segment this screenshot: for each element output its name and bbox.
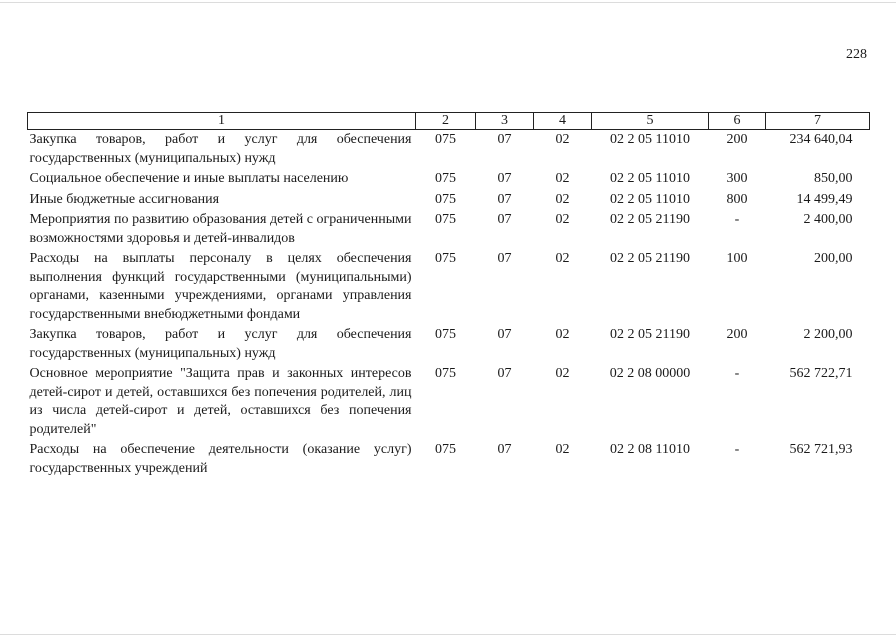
scan-edge-bottom <box>0 634 896 635</box>
row-code-5: 02 2 05 11010 <box>610 191 690 207</box>
row-code-3: 07 <box>497 366 512 381</box>
row-name: Социальное обеспечение и иные выплаты населению <box>29 171 349 186</box>
row-code-6: 100 <box>726 251 748 266</box>
row-name: Расходы на выплаты персоналу в целях обеспечения выполнения функций государственными (муниципальными) органами, казенными учреждениями, органами управления государственными внебюджетными фондами <box>29 251 412 322</box>
row-code-4: 02 <box>555 212 570 227</box>
table-row <box>28 169 870 190</box>
row-amount: 2 200,00 <box>803 327 853 342</box>
row-name: Мероприятия по развитию образования детей с ограниченными возможностями здоровья и детей-инвалидов <box>29 212 412 246</box>
row-code-2: 075 <box>435 212 456 227</box>
row-amount: 14 499,49 <box>796 191 853 207</box>
table-row <box>28 210 870 249</box>
row-code-6: 300 <box>726 171 748 186</box>
row-name: Иные бюджетные ассигнования <box>29 191 220 207</box>
header-col-3: 3 <box>476 113 534 130</box>
header-col-7: 7 <box>766 113 870 130</box>
row-code-6: - <box>734 442 740 457</box>
row-name: Основное мероприятие "Защита прав и законных интересов детей-сирот и детей, оставшихся без попечения родителей, лиц из числа детей-сирот и детей, оставшихся без попечения родителей" <box>29 366 412 437</box>
row-code-3: 07 <box>497 191 512 207</box>
row-code-4: 02 <box>555 251 570 266</box>
table-row <box>28 130 870 170</box>
row-amount: 200,00 <box>814 251 853 266</box>
row-code-6: 200 <box>726 132 748 147</box>
row-code-4: 02 <box>555 191 570 207</box>
scan-edge-top <box>0 2 896 3</box>
row-amount: 562 721,93 <box>789 442 853 457</box>
row-code-6: 800 <box>726 191 748 207</box>
row-name: Закупка товаров, работ и услуг для обеспечения государственных (муниципальных) нужд <box>29 132 412 166</box>
row-amount: 234 640,04 <box>789 132 853 147</box>
header-col-5: 5 <box>592 113 709 130</box>
header-row <box>28 113 870 130</box>
header-col-6: 6 <box>709 113 766 130</box>
row-code-4: 02 <box>555 442 570 457</box>
row-code-3: 07 <box>497 212 512 227</box>
table-row <box>28 364 870 440</box>
row-code-5: 02 2 05 11010 <box>610 171 690 186</box>
row-code-6: 200 <box>726 327 748 342</box>
budget-table <box>27 112 870 479</box>
row-code-2: 075 <box>435 327 456 342</box>
row-code-2: 075 <box>435 132 456 147</box>
row-code-4: 02 <box>555 132 570 147</box>
header-col-4: 4 <box>534 113 592 130</box>
row-amount: 562 722,71 <box>789 366 853 381</box>
row-code-2: 075 <box>435 366 456 381</box>
table-row <box>28 325 870 364</box>
row-amount: 850,00 <box>814 171 853 186</box>
table-row <box>28 249 870 325</box>
row-code-4: 02 <box>555 327 570 342</box>
row-code-2: 075 <box>435 171 456 186</box>
row-name: Расходы на обеспечение деятельности (оказание услуг) государственных учреждений <box>29 442 412 476</box>
row-code-4: 02 <box>555 171 570 186</box>
row-code-3: 07 <box>497 171 512 186</box>
row-amount: 2 400,00 <box>803 212 853 227</box>
page-number: 228 <box>846 47 867 62</box>
row-code-3: 07 <box>497 442 512 457</box>
row-code-3: 07 <box>497 251 512 266</box>
table-row <box>28 190 870 211</box>
row-code-2: 075 <box>435 442 456 457</box>
row-code-6: - <box>734 212 740 227</box>
row-code-5: 02 2 05 11010 <box>610 132 690 147</box>
table-row <box>28 440 870 479</box>
row-code-4: 02 <box>555 366 570 381</box>
row-code-6: - <box>734 366 740 381</box>
row-code-5: 02 2 08 00000 <box>609 366 691 381</box>
row-name: Закупка товаров, работ и услуг для обеспечения государственных (муниципальных) нужд <box>29 327 412 361</box>
row-code-5: 02 2 05 21190 <box>610 212 690 227</box>
header-col-2: 2 <box>416 113 476 130</box>
row-code-2: 075 <box>435 191 456 207</box>
row-code-3: 07 <box>497 327 512 342</box>
row-code-3: 07 <box>497 132 512 147</box>
row-code-5: 02 2 05 21190 <box>610 251 690 266</box>
row-code-5: 02 2 05 21190 <box>610 327 690 342</box>
header-col-1: 1 <box>28 113 416 130</box>
row-code-5: 02 2 08 11010 <box>610 442 690 457</box>
row-code-2: 075 <box>435 251 456 266</box>
